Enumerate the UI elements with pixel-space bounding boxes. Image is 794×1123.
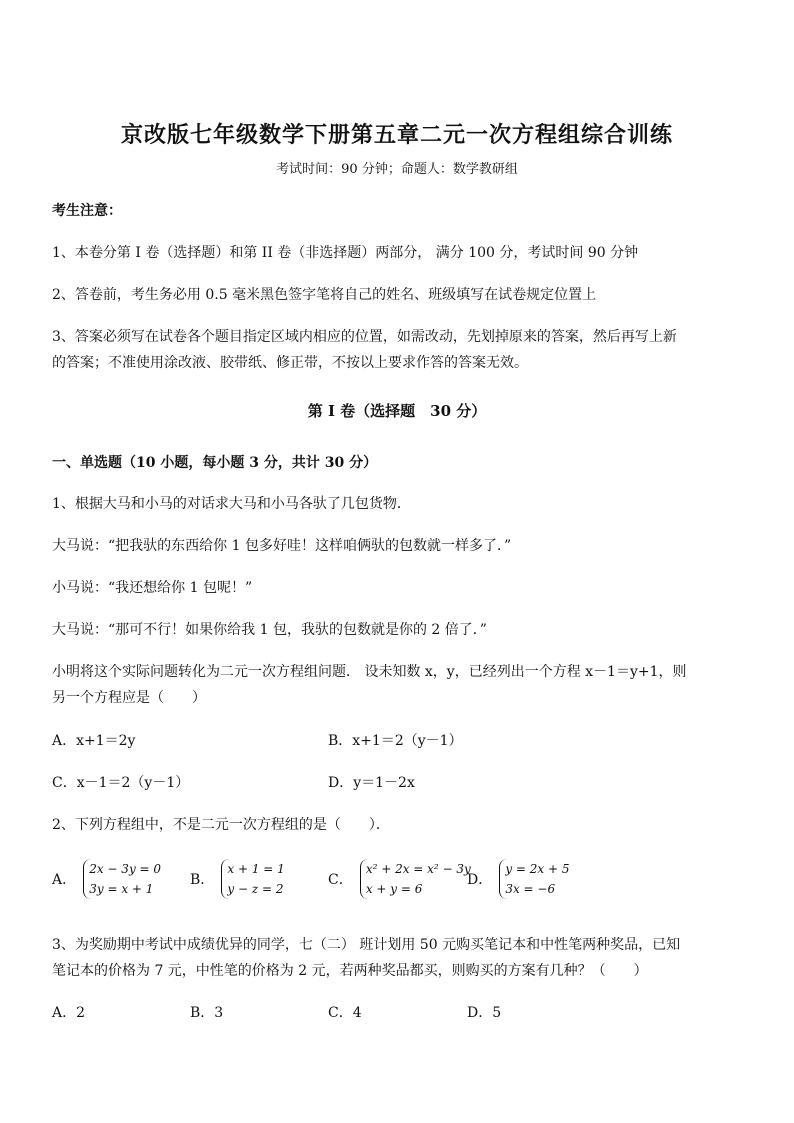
q2-b-eq1: x + 1 = 1: [227, 862, 285, 876]
notice-item-3-cont: 的答案；不准使用涂改液、胶带纸、修正带，不按以上要求作答的答案无效。: [52, 355, 528, 371]
q2-option-a-system: [83, 859, 161, 899]
q1-option-b[interactable]: B．x+1＝2（y－1）: [328, 733, 463, 749]
q2-c-eq2: x + y = 6: [365, 882, 423, 896]
section-title: 第 I 卷（选择题 30 分）: [307, 402, 487, 420]
q2-a-eq1: 2x − 3y = 0: [89, 862, 162, 876]
q3-stem: 3、为奖励期中考试中成绩优异的同学，七（二） 班计划用 50 元购买笔记本和中性笔两种奖品，已知: [52, 937, 681, 953]
q2-c-eq1: x² + 2x = x² − 3y: [365, 862, 471, 876]
q2-option-b[interactable]: [190, 859, 285, 899]
q1-dialogue-1: 大马说：“把我驮的东西给你 1 包多好哇！这样咱俩驮的包数就一样多了．”: [52, 538, 512, 554]
q2-option-c[interactable]: [328, 859, 471, 899]
notice-item-2: 2、答卷前，考生务必用 0.5 毫米黑色签字笔将自己的姓名、班级填写在试卷规定位置上: [52, 287, 597, 303]
q2-b-eq2: y − z = 2: [227, 882, 284, 896]
q1-option-d[interactable]: D．y＝1－2x: [328, 775, 415, 791]
exam-info: 考试时间：90 分钟；命题人：数学教研组: [276, 162, 518, 177]
notice-heading: 考生注意：: [52, 203, 122, 219]
q1-question-cont: 另一个方程应是（ ）: [52, 690, 206, 706]
q2-option-b-system: [221, 859, 284, 899]
page-title: 京改版七年级数学下册第五章二元一次方程组综合训练: [120, 122, 673, 148]
q1-dialogue-2: 小马说：“我还想给你 1 包呢！”: [52, 580, 253, 596]
notice-item-1: 1、本卷分第 I 卷（选择题）和第 II 卷（非选择题）两部分， 满分 100 分，考试时间 90 分钟: [52, 245, 639, 261]
q2-option-d[interactable]: [467, 859, 570, 899]
q2-option-c-system: [360, 859, 471, 899]
q3-option-d[interactable]: D．5: [467, 1005, 502, 1021]
q2-d-eq2: 3x = −6: [505, 882, 556, 896]
q3-stem-cont: 笔记本的价格为 7 元，中性笔的价格为 2 元，若两种奖品都买，则购买的方案有几种？（ ）: [52, 963, 648, 979]
q1-option-c[interactable]: C．x－1＝2（y－1）: [52, 775, 190, 791]
q2-option-a-label: A．: [52, 872, 77, 888]
q3-option-a[interactable]: A．2: [52, 1005, 86, 1021]
q1-question: 小明将这个实际问题转化为二元一次方程组问题． 设未知数 x，y，已经列出一个方程 x－1＝y+1，则: [52, 664, 687, 680]
q2-stem: 2、下列方程组中，不是二元一次方程组的是（ ）．: [52, 817, 390, 833]
q2-option-c-label: C．: [328, 872, 353, 888]
q2-d-eq1: y = 2x + 5: [505, 862, 570, 876]
q3-option-c[interactable]: C．4: [328, 1005, 362, 1021]
q2-option-b-label: B．: [190, 872, 215, 888]
q2-a-eq2: 3y = x + 1: [89, 882, 154, 896]
q1-stem: 1、根据大马和小马的对话求大马和小马各驮了几包货物．: [52, 496, 411, 512]
q1-option-a[interactable]: A．x+1＝2y: [52, 733, 136, 749]
q2-option-d-system: [499, 859, 569, 899]
q2-option-a[interactable]: [52, 859, 161, 899]
q2-option-d-label: D．: [467, 872, 493, 888]
part-heading: 一、单选题（10 小题，每小题 3 分，共计 30 分）: [52, 455, 378, 471]
notice-item-3: 3、答案必须写在试卷各个题目指定区域内相应的位置，如需改动，先划掉原来的答案，然后再写上新: [52, 329, 677, 345]
q3-option-b[interactable]: B．3: [190, 1005, 224, 1021]
q1-dialogue-3: 大马说：“那可不行！如果你给我 1 包，我驮的包数就是你的 2 倍了．”: [52, 622, 487, 638]
